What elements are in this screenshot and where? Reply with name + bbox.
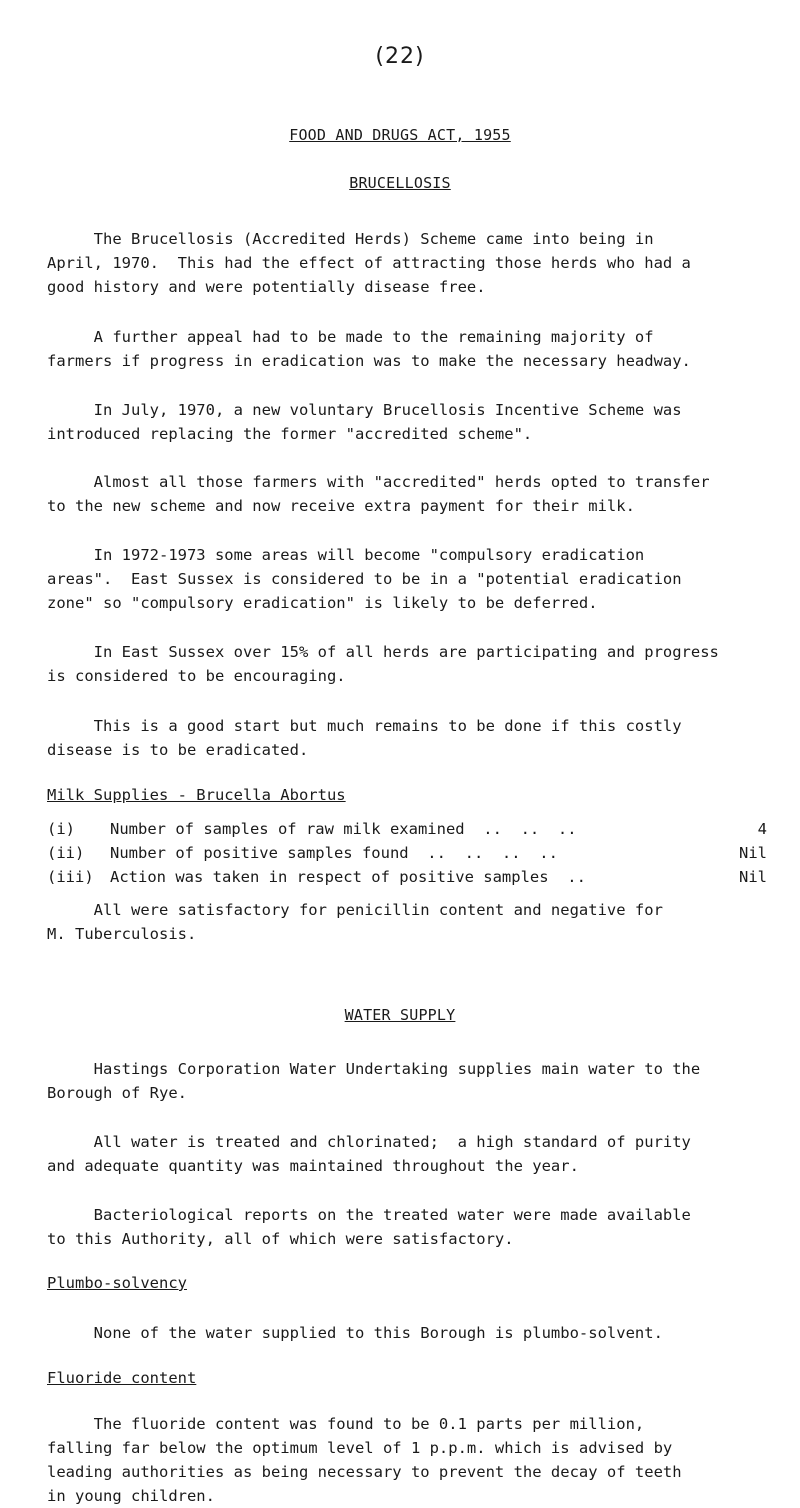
- list-item-label: Action was taken in respect of positive samples ..: [110, 868, 586, 886]
- paragraph-brucellosis-6: In East Sussex over 15% of all herds are participating and progress is considered to be encouraging.: [47, 643, 719, 685]
- list-item-number: (i): [47, 820, 75, 838]
- paragraph-brucellosis-3: In July, 1970, a new voluntary Brucellosis Incentive Scheme was introduced replacing the former "accredited scheme".: [47, 401, 682, 443]
- list-item: [47, 841, 767, 865]
- list-item-value: Nil: [739, 844, 767, 862]
- list-item: [47, 817, 767, 841]
- section-heading-food-drugs-act: FOOD AND DRUGS ACT, 1955: [289, 126, 511, 144]
- paragraph-brucellosis-5: In 1972-1973 some areas will become "compulsory eradication areas". East Sussex is considered to be in a "potential eradication zone" so "compulsory eradication" is likely to be deferred.: [47, 546, 682, 612]
- paragraph-water-1: Hastings Corporation Water Undertaking supplies main water to the Borough of Rye.: [47, 1060, 701, 1102]
- milk-supplies-note: All were satisfactory for penicillin content and negative for M. Tuberculosis.: [47, 901, 663, 943]
- page-number: (22): [375, 44, 425, 69]
- paragraph-brucellosis-4: Almost all those farmers with "accredited" herds opted to transfer to the new scheme and now receive extra payment for their milk.: [47, 473, 710, 515]
- paragraph-fluoride: The fluoride content was found to be 0.1 parts per million, falling far below the optimum level of 1 p.p.m. which is advised by leading authorities as being necessary to prevent the decay of teeth in young children.: [47, 1415, 682, 1505]
- milk-supplies-heading: Milk Supplies - Brucella Abortus: [47, 786, 346, 804]
- list-item-value: 4: [757, 820, 767, 838]
- paragraph-plumbo: None of the water supplied to this Borough is plumbo-solvent.: [47, 1324, 663, 1342]
- paragraph-brucellosis-2: A further appeal had to be made to the remaining majority of farmers if progress in eradication was to make the necessary headway.: [47, 328, 691, 370]
- paragraph-brucellosis-1: The Brucellosis (Accredited Herds) Scheme came into being in April, 1970. This had the effect of attracting those herds who had a good history and were potentially disease free.: [47, 230, 691, 296]
- list-item-number: (iii): [47, 868, 94, 886]
- list-item: [47, 865, 767, 889]
- list-item-value: Nil: [739, 868, 767, 886]
- section-heading-brucellosis: BRUCELLOSIS: [349, 174, 451, 192]
- plumbo-solvency-heading: Plumbo-solvency: [47, 1274, 187, 1292]
- fluoride-content-heading: Fluoride content: [47, 1369, 197, 1387]
- list-item-number: (ii): [47, 844, 85, 862]
- paragraph-water-2: All water is treated and chlorinated; a high standard of purity and adequate quantity was maintained throughout the year.: [47, 1133, 691, 1175]
- paragraph-brucellosis-7: This is a good start but much remains to be done if this costly disease is to be eradicated.: [47, 717, 682, 759]
- list-item-label: Number of samples of raw milk examined .. .. ..: [110, 820, 577, 838]
- list-item-label: Number of positive samples found .. .. .. ..: [110, 844, 558, 862]
- paragraph-water-3: Bacteriological reports on the treated water were made available to this Authority, all of which were satisfactory.: [47, 1206, 691, 1248]
- section-heading-water-supply: WATER SUPPLY: [344, 1006, 456, 1024]
